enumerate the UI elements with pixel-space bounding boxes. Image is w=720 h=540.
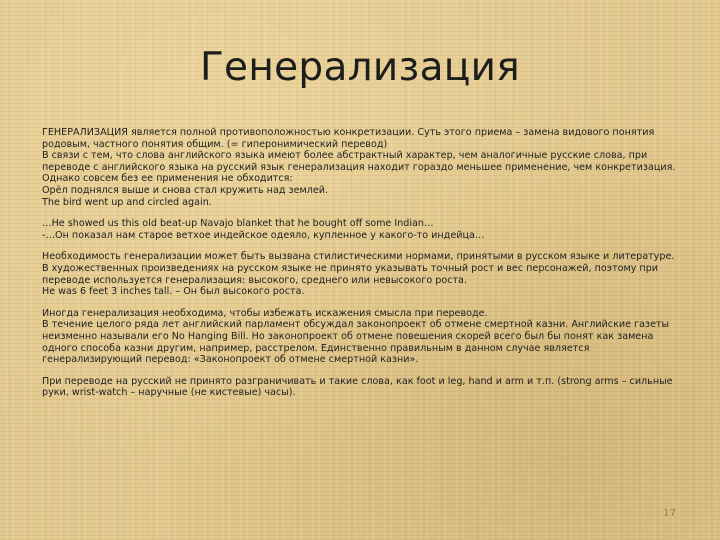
paragraph-usage: В связи с тем, что слова английского языка имеют более абстрактный характер, чем аналогичные русские слова, при переводе с английского языка на русский язык генерализация находит гораздо меньшее применение, чем конкретизация. Однако совсем без ее применения не обходится: — [42, 150, 676, 185]
paragraph-no-hanging-bill: В течение целого ряда лет английский парламент обсуждал законопроект об отмене смертной казни. Английские газеты неизменно называли его No Hanging Bill. Но законопроект об отмене повешения скорей всего был бы понят как замена одного способа казни другим, например, расстрелом. Единственно правильным в данном случае является генерализирующий перевод: «Законопроект об отмене смертной казни». — [42, 319, 670, 366]
example-height: He was 6 feet 3 inches tall. – Он был высокого роста. — [42, 286, 305, 298]
text-block-foot-leg — [42, 376, 678, 399]
example-english: …He showed us this old beat-up Navajo blanket that he bought off some Indian… — [42, 218, 434, 230]
text-block-navajo-example — [42, 218, 678, 241]
page-number: 17 — [663, 508, 676, 519]
text-block-definition — [42, 127, 678, 208]
text-block-stylistic-norms — [42, 251, 678, 297]
slide-title: Генерализация — [199, 45, 521, 90]
example-english: The bird went up and circled again. — [42, 196, 212, 208]
paragraph-stylistic-norms: Необходимость генерализации может быть вызвана стилистическими нормами, принятыми в русском языке и литературе. В художественных произведениях на русском языке не принято указывать точный рост и вес персонажей, поэтому при переводе используется генерализация: высокого, среднего или невысокого роста. — [42, 251, 675, 286]
text-block-avoid-distortion — [42, 308, 678, 366]
example-russian: Орёл поднялся выше и снова стал кружить над землей. — [42, 184, 329, 196]
paragraph-avoid-distortion: Иногда генерализация необходима, чтобы избежать искажения смысла при переводе. — [42, 307, 488, 319]
paragraph-definition: ГЕНЕРАЛИЗАЦИЯ является полной противоположностью конкретизации. Суть этого приема – замена видового понятия родовым, частного понятия общим. (= гиперонимический перевод) — [42, 127, 655, 150]
paragraph-foot-leg: При переводе на русский не принято разграничивать и такие слова, как foot и leg, hand и arm и т.п. (strong arms – сильные руки, wrist-watch – наручные (не кистевые) часы). — [42, 375, 673, 399]
slide-body — [42, 127, 678, 399]
example-russian: -…Он показал нам старое ветхое индейское одеяло, купленное у какого-то индейца… — [42, 229, 485, 241]
